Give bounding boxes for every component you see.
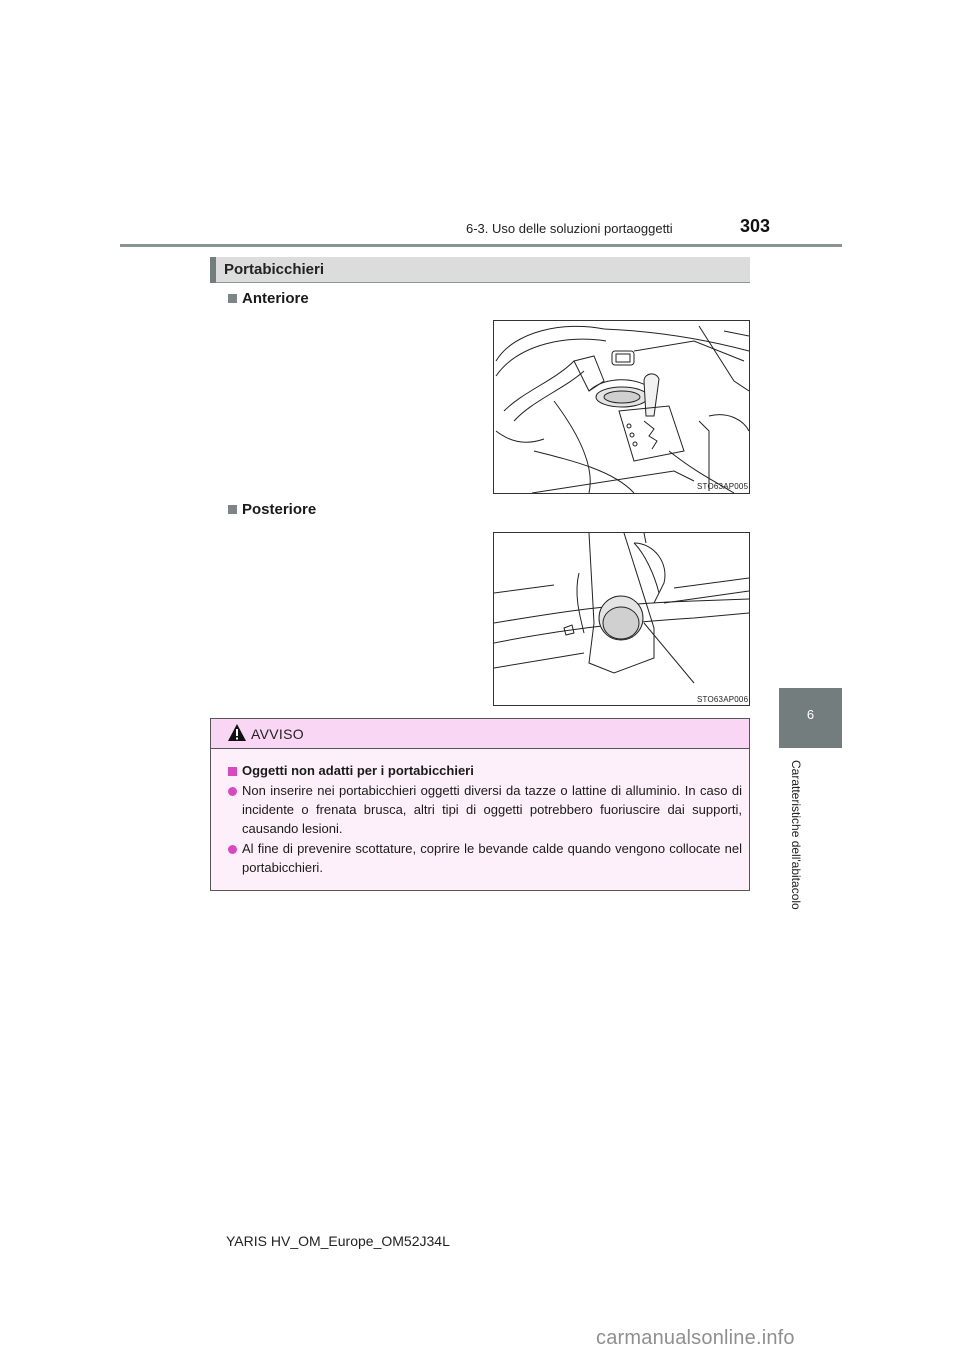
document-code: YARIS HV_OM_Europe_OM52J34L xyxy=(226,1233,450,1249)
page-number: 303 xyxy=(740,216,771,236)
rear-cupholder-illustration xyxy=(493,532,750,706)
rear-heading: Posteriore xyxy=(242,501,317,518)
square-bullet-icon xyxy=(228,294,237,303)
square-bullet-icon xyxy=(228,505,237,514)
header-divider xyxy=(120,244,842,247)
square-bullet-icon xyxy=(228,767,237,776)
front-figure-code: STO63AP005 xyxy=(697,482,749,491)
section-title: Portabicchieri xyxy=(224,261,325,278)
warning-triangle-icon xyxy=(227,723,247,747)
warning-title: AVVISO xyxy=(251,726,304,742)
section-breadcrumb: 6-3. Uso delle soluzioni portaoggetti xyxy=(466,221,673,236)
warning-subheading: Oggetti non adatti per i portabicchieri xyxy=(242,763,474,778)
bullet-dot-icon xyxy=(228,845,237,854)
front-cupholder-illustration xyxy=(493,320,750,494)
chapter-number: 6 xyxy=(806,707,815,722)
warning-item: Al fine di prevenire scottature, coprire le bevande calde quando vengono collocate nel portabicchieri. xyxy=(242,841,742,875)
section-title-accent xyxy=(210,257,216,283)
warning-item: Non inserire nei portabicchieri oggetti diversi da tazze o lattine di alluminio. In caso di incidente o frenata brusca, altri tipi di oggetti potrebbero fuoriuscire dai supporti, causando lesioni. xyxy=(242,783,742,836)
front-heading: Anteriore xyxy=(242,290,309,307)
watermark: carmanualsonline.info xyxy=(596,1327,795,1349)
chapter-label: Caratteristiche dell'abitacolo xyxy=(789,760,803,910)
bullet-dot-icon xyxy=(228,787,237,796)
rear-figure-code: STO63AP006 xyxy=(697,695,749,704)
